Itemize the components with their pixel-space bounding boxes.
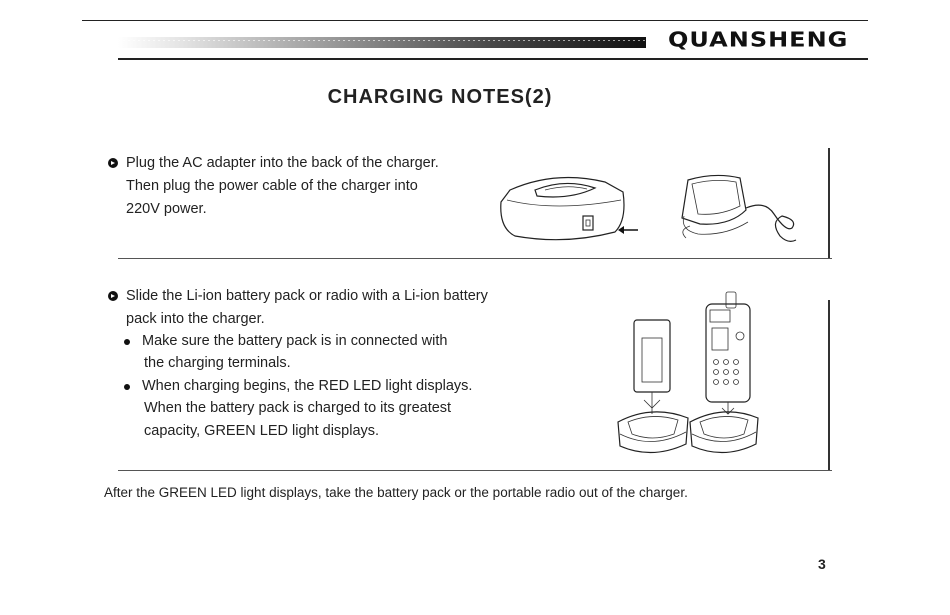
page-number: 3: [818, 556, 826, 572]
subitem2-line-3: capacity, GREEN LED light displays.: [144, 423, 380, 439]
section1-line-1: Plug the AC adapter into the back of the charger.: [126, 155, 439, 171]
dot-bullet-icon: [124, 384, 130, 390]
arrow-bullet-icon: [108, 158, 118, 168]
section2-right-border: [828, 300, 830, 470]
section1-divider: [118, 258, 832, 259]
battery-charger-illustration: [612, 318, 694, 460]
dot-bullet-icon: [124, 339, 130, 345]
section1-line-2: Then plug the power cable of the charger into: [126, 178, 418, 194]
arrow-bullet-icon: [108, 291, 118, 301]
arrow-left-icon: [616, 225, 640, 235]
section1-line-3: 220V power.: [126, 201, 207, 217]
footer-note: After the GREEN LED light displays, take the battery pack or the portable radio out of the charger.: [104, 485, 688, 500]
charger-base-illustration: [495, 170, 630, 245]
section2-divider: [118, 470, 832, 471]
subitem2-line-2: When the battery pack is charged to its greatest: [144, 400, 452, 416]
top-rule: [82, 20, 868, 21]
section2-line-1: Slide the Li-ion battery pack or radio with a Li-ion battery: [126, 288, 488, 304]
section2-line-2: pack into the charger.: [126, 311, 265, 327]
brand-logo: QUANSHENG: [668, 28, 849, 52]
section1-right-border: [828, 148, 830, 258]
radio-charger-illustration: [684, 290, 764, 462]
page-title: CHARGING NOTES(2): [327, 86, 553, 108]
subitem1-line-1: Make sure the battery pack is in connected with: [142, 333, 448, 349]
header-rule: [118, 58, 868, 60]
subitem1-line-2: the charging terminals.: [144, 355, 291, 371]
ac-adapter-illustration: [670, 170, 800, 248]
subitem2-line-1: When charging begins, the RED LED light displays.: [142, 378, 473, 394]
header-band: [118, 37, 646, 48]
